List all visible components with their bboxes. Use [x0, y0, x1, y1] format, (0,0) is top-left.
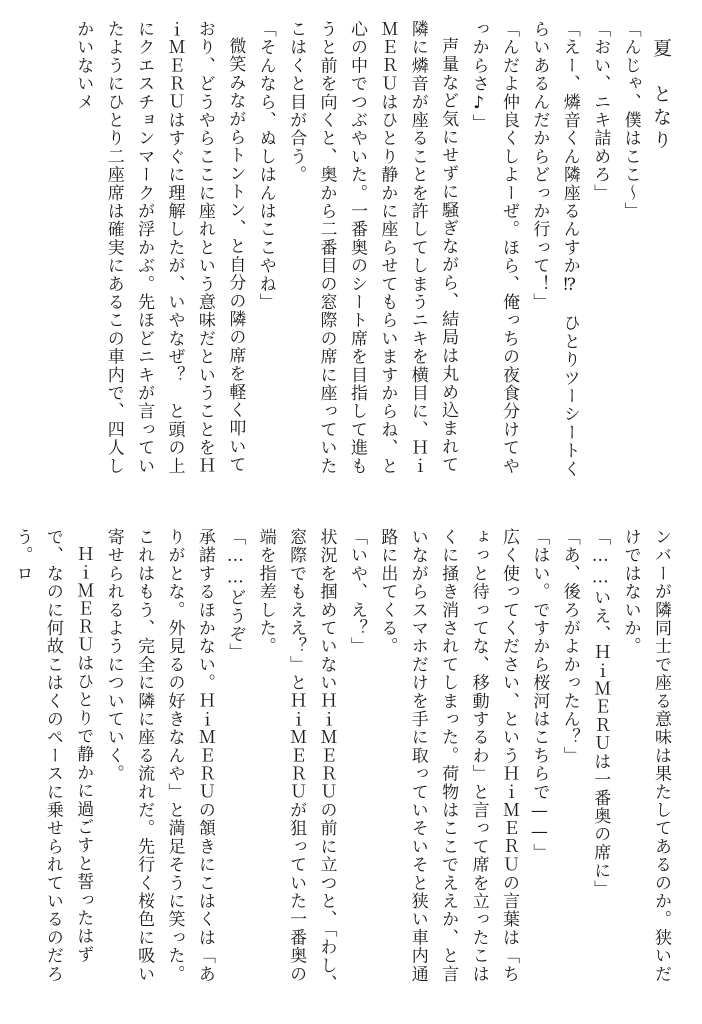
paragraph: 「そんなら、ぬしはんはここやね」 [255, 20, 276, 312]
paragraph: 状況を掴めていないＨｉＭＥＲＵの前に立つと、「わし、窓際でもええ？」とＨｉＭＥＲＵが狙っていた一番奥の端を指差した。 [255, 528, 337, 993]
paragraph: 微笑みながらトントン、と自分の隣の席を軽く叩いており、どうやらここに座れという意味だということをＨｉＭＥＲＵはすぐに理解したが、いやなぜ？ と頭の上にクエスチョンマークが浮かぶ。先ほどニキが言っていたようにひとり二座席は確実にあるこの車内で、四人しかいないメ [73, 20, 246, 475]
paragraph: ンバーが隣同士で座る意味は果たしてあるのか。狭いだけではないか。 [620, 528, 671, 983]
paragraph: 「んだよ仲良くしよーぜ。ほら、俺っちの夜食分けてやっからさ♪」 [468, 20, 519, 475]
paragraph: 「いや、え？」 [346, 528, 367, 656]
paragraph: 「んじゃ、僕はここ〜」 [620, 20, 641, 221]
paragraph: ＨｉＭＥＲＵはひとりで静かに過ごすと誓ったはずで、なのに何故こはくのペースに乗せられているのだろう。ロ [12, 528, 94, 983]
bottom-text-block [12, 528, 676, 998]
paragraph: 「えー、燐音くん隣座るんすか⁉ ひとりツーシートくらいあるんだからどっか行って！」 [529, 20, 580, 478]
chapter-title-right: となり [650, 84, 672, 153]
chapter-title [646, 20, 676, 490]
paragraph: 「はい。ですから桜河はこちらで——」 [529, 528, 550, 862]
chapter-title-left: 夏 [650, 38, 672, 61]
top-text-block [26, 20, 676, 490]
paragraph: 「あ、後ろがよかったん？」 [559, 528, 580, 765]
paragraph: 声量など気にせずに騒ぎながら、結局は丸め込まれて隣に燐音が座ることを許してしまうニキを横目に、ＨｉＭＥＲＵはひとり静かに座らせてもらいますからね、と心の中でつぶやいた。一番奥のシート席を目指して進もうと前を向くと、奥から二番目の窓際の席に座っていたこはくと目が合う。 [286, 20, 459, 475]
paragraph: 承諾するほかない。ＨｉＭＥＲＵの頷きにこはくは「ありがとな。外見るの好きなんや」と満足そうに笑った。これはもう、完全に隣に座る流れだ。先行く桜色に吸い寄せられるようについていく。 [103, 528, 215, 983]
paragraph: 広く使ってください、というＨｉＭＥＲＵの言葉は「ちょっと待ってな、移動するわ」と言って席を立ったこはくに掻き消されてしまった。荷物はここでええか、と言いながらスマホだけを手に取っていそいそと狭い車内通路に出てくる。 [377, 528, 519, 983]
paragraph: 「……いえ、ＨｉＭＥＲＵは一番奥の席に」 [590, 528, 611, 898]
paragraph: 「おい、ニキ詰めろ」 [590, 20, 611, 202]
paragraph: 「……どうぞ」 [225, 528, 246, 662]
